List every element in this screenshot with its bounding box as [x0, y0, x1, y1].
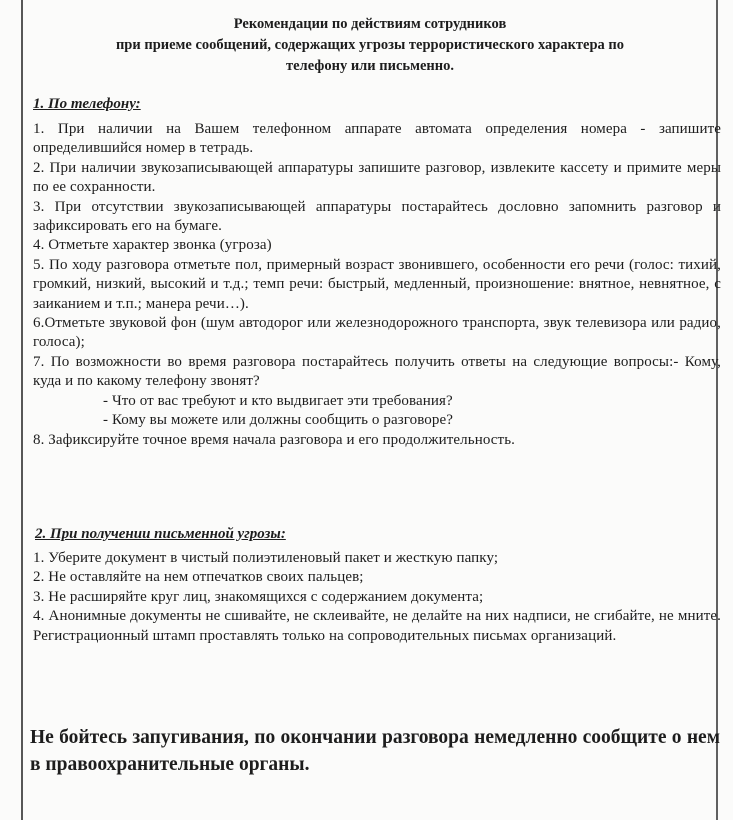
- list-subitem: - Что от вас требуют и кто выдвигает эти требования?: [103, 392, 453, 409]
- list-item: 6.Отметьте звуковой фон (шум автодорог или железнодорожного транспорта, звук телевизора или радио, голоса);: [33, 315, 721, 351]
- list-item: 7. По возможности во время разговора постарайтесь получить ответы на следующие вопросы:- Кому, куда и по какому телефону звонят?: [33, 353, 721, 390]
- list-subitem: - Кому вы можете или должны сообщить о разговоре?: [103, 412, 454, 429]
- written-threat-instructions: [33, 549, 721, 646]
- list-item: 4. Отметьте характер звонка (угроза): [33, 237, 272, 254]
- phone-instructions: [33, 120, 721, 450]
- list-item: 1. Уберите документ в чистый полиэтиленовый пакет и жесткую папку;: [33, 550, 499, 566]
- list-item: 8. Зафиксируйте точное время начала разговора и его продолжительность.: [33, 431, 515, 448]
- list-item: 1. При наличии на Вашем телефонном аппарате автомата определения номера - запишите определившийся номер в тетрадь.: [33, 121, 721, 157]
- section-heading-phone: 1. По телефону:: [33, 96, 141, 112]
- list-item: 3. При отсутствии звукозаписывающей аппаратуры постарайтесь дословно запомнить разговор и зафиксировать его на бумаге.: [33, 198, 721, 235]
- title-line-1: Рекомендации по действиям сотрудников: [233, 16, 507, 32]
- title-line-2: при приеме сообщений, содержащих угрозы террористического характера по: [115, 37, 625, 53]
- list-item: 3. Не расширяйте круг лиц, знакомящихся с содержанием документа;: [33, 588, 484, 605]
- list-item: 4. Анонимные документы не сшивайте, не склеивайте, не делайте на них надписи, не сгибайте, не мните. Регистрационный штамп проставлять только на сопроводительных письмах организаций.: [33, 608, 721, 644]
- title-line-3: телефону или письменно.: [286, 58, 454, 74]
- list-item: 2. При наличии звукозаписывающей аппаратуры запишите разговор, извлеките кассету и примите меры по ее сохранности.: [33, 159, 721, 196]
- document-title: [40, 14, 700, 77]
- closing-statement: Не бойтесь запугивания, по окончании разговора немедленно сообщите о нем в правоохранительные органы.: [30, 727, 720, 775]
- section-heading-written: 2. При получении письменной угрозы:: [35, 526, 286, 542]
- list-item: 2. Не оставляйте на нем отпечатков своих пальцев;: [33, 569, 364, 586]
- list-item: 5. По ходу разговора отметьте пол, примерный возраст звонившего, особенности его речи (голос: тихий, громкий, низкий, высокий и т.д.; темп речи: быстрый, медленный, произношение: внятное, невнятное, с заиканием и т.п.; манера речи…).: [33, 256, 721, 312]
- scan-edge-left: [21, 0, 23, 820]
